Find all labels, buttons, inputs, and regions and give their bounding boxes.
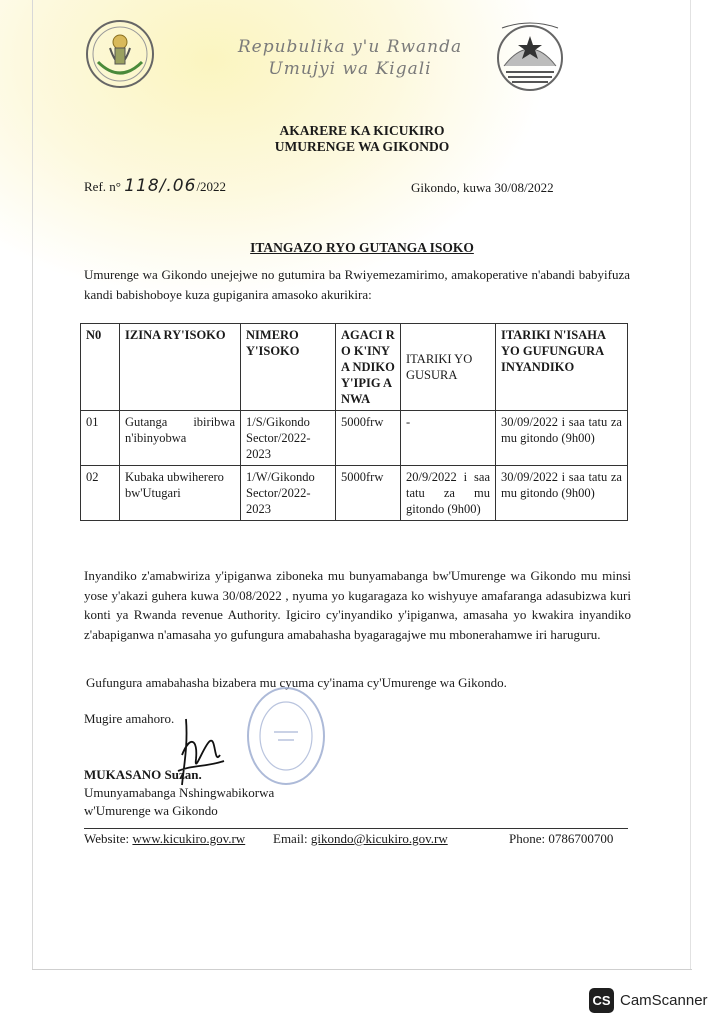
table-cell: - [401,411,496,466]
footer-email [273,831,448,847]
column-header: N0 [81,324,120,411]
footer-phone: Phone: 0786700700 [509,831,614,846]
email-link[interactable]: gikondo@kicukiro.gov.rw [310,831,448,846]
table-cell: 02 [81,466,120,521]
table-row [81,411,628,466]
signer-title: w'Umurenge wa Gikondo [84,803,218,818]
column-header: ITARIKI YO GUSURA [401,324,496,411]
ref-handwritten-number: 118/.06 [124,176,197,196]
ref-label: Ref. n° [84,179,121,194]
sector-name: UMURENGE WA GIKONDO [274,139,450,154]
column-header: AGACI RO K'INYA NDIKO Y'IPIG ANWA [336,324,401,411]
column-header: ITARIKI N'ISAHA YO GUFUNGURA INYANDIKO [496,324,628,411]
signer-name: MUKASANO Suzan. [84,767,202,782]
table-cell: Kubaka ubwiherero bw'Utugari [120,466,241,521]
table-cell: 1/W/Gikondo Sector/2022-2023 [241,466,336,521]
table-cell: 5000frw [336,411,401,466]
signer-block [84,766,274,820]
website-label: Website: [84,831,130,846]
column-header: IZINA RY'ISOKO [120,324,241,411]
column-header: NIMERO Y'ISOKO [241,324,336,411]
camscanner-label: CamScanner [620,991,708,1009]
table-row [81,466,628,521]
document-title: ITANGAZO RYO GUTANGA ISOKO [250,240,474,255]
city-of-kigali-logo-icon [490,14,570,96]
website-link[interactable]: www.kicukiro.gov.rw [132,831,246,846]
footer-divider [84,828,628,829]
table-cell: 30/09/2022 i saa tatu za mu gitondo (9h00) [496,411,628,466]
reference-number [84,176,226,196]
intro-paragraph: Umurenge wa Gikondo unejejwe no gutumira ba Rwiyemezamirimo, amakoperative n'abandi babyifuza kandi babishoboye kuza gupiganira amasoko akurikira: [84,267,630,302]
republic-line: Repubulika y'u Rwanda [237,37,463,57]
table-cell: 30/09/2022 i saa tatu za mu gitondo (9h00) [496,466,628,521]
date-line: Gikondo, kuwa 30/08/2022 [411,180,554,195]
footer-website [84,831,245,847]
opening-note: Gufungura amabahasha bizabera mu cyuma cy'inama cy'Umurenge wa Gikondo. [86,675,507,690]
rwanda-coat-of-arms-icon [84,18,156,90]
scan-edge [32,969,692,970]
table-cell: Gutanga ibiribwa n'ibinyobwa [120,411,241,466]
camscanner-watermark [589,987,708,1013]
camscanner-logo-icon: CS [589,988,614,1013]
district-name: AKARERE KA KICUKIRO [279,123,445,138]
issuer-block [0,123,724,155]
table-header-row [81,324,628,411]
tender-table [80,323,628,521]
city-line: Umujyi wa Kigali [268,59,432,79]
instructions-paragraph: Inyandiko z'amabwiriza y'ipiganwa ziboneka mu bunyamabanga bw'Umurenge wa Gikondo mu minsi yose y'akazi guhera kuwa 30/08/2022 , nyuma yo kugaragaza ko wishyuye amafaranga adasubizwa kuri konti ya Rwanda revenue Authority. Igiciro cy'inyandiko y'ipiganwa, amasaha yo kwakira inyandiko z'abapiganwa n'amasaha yo gufungura amabahasha byagaragajwe mu mbonerahamwe iri haruguru. [84,568,631,642]
table-cell: 5000frw [336,466,401,521]
table-cell: 20/9/2022 i saa tatu za mu gitondo (9h00) [401,466,496,521]
republic-heading [200,36,500,80]
email-label: Email: [273,831,308,846]
closing-salutation: Mugire amahoro. [84,711,175,726]
signer-title: Umunyamabanga Nshingwabikorwa [84,785,275,800]
table-cell: 1/S/Gikondo Sector/2022-2023 [241,411,336,466]
ref-year: /2022 [196,179,227,194]
table-cell: 01 [81,411,120,466]
